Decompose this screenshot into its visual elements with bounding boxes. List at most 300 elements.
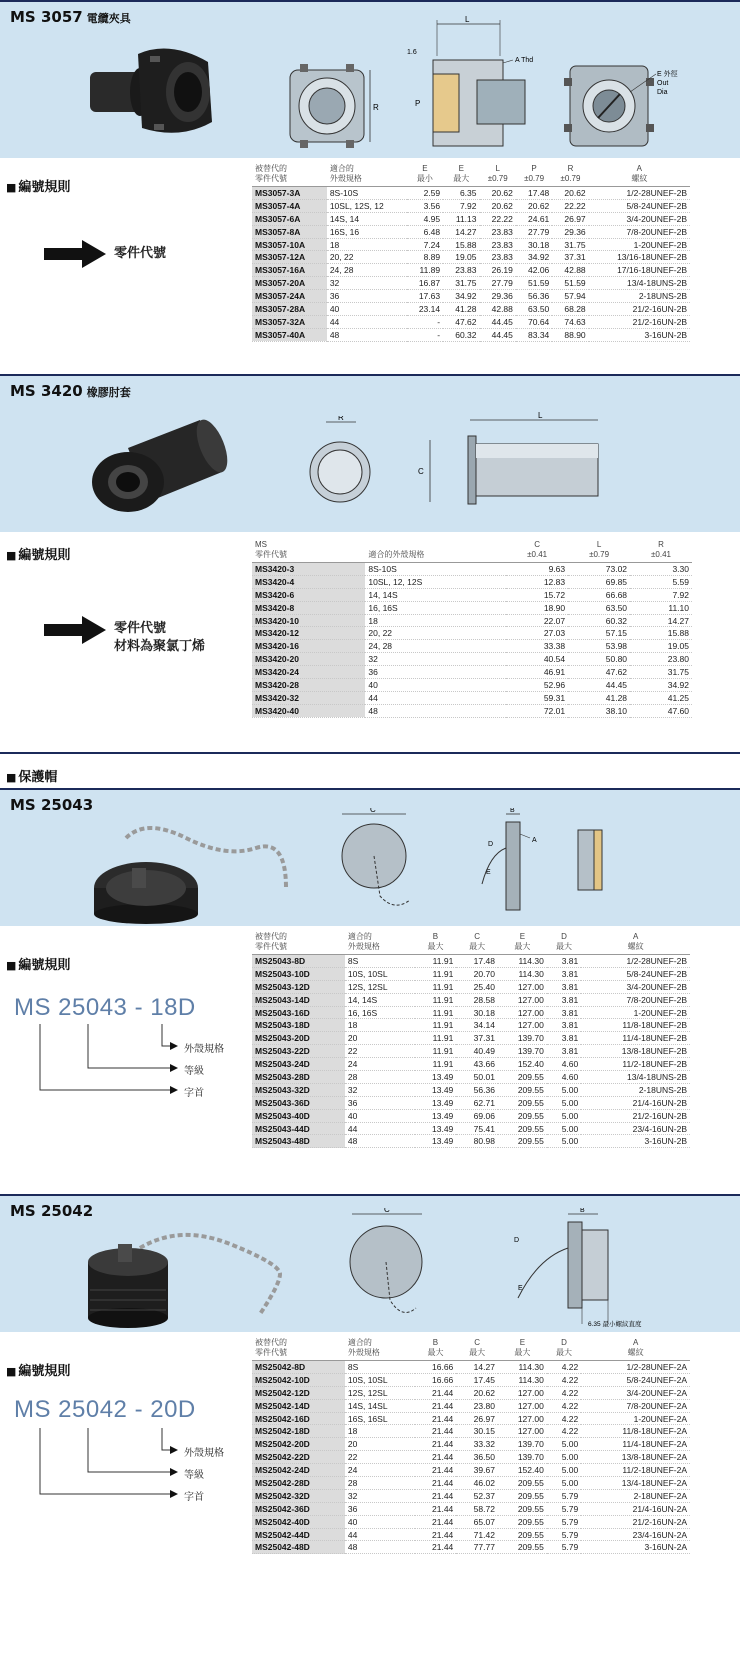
- ms25043-big-part-number: MS 25043 - 18D: [14, 994, 196, 1021]
- table-cell: 43.66: [456, 1058, 498, 1071]
- table-cell: 114.30: [498, 967, 547, 980]
- table-cell: 13/16-18UNEF-2B: [589, 251, 690, 264]
- table-cell: 23.83: [480, 225, 516, 238]
- table-cell: 3/4-20UNEF-2B: [581, 980, 690, 993]
- part-number-cell: MS3057-32A: [252, 315, 327, 328]
- ms25042-header-band: [0, 1194, 740, 1332]
- part-number-cell: MS3420-28: [252, 679, 365, 692]
- svg-text:E: E: [486, 869, 491, 876]
- table-cell: 4.22: [547, 1373, 581, 1386]
- part-number-cell: MS25043-10D: [252, 967, 345, 980]
- ms3057-part-code-label: 零件代號: [114, 246, 167, 261]
- table-cell: 3.30: [630, 563, 692, 576]
- svg-text:E: E: [518, 1285, 523, 1292]
- table-cell: 60.32: [568, 614, 630, 627]
- table-row: [252, 967, 690, 980]
- table-cell: 46.02: [456, 1477, 498, 1490]
- svg-text:C: C: [370, 808, 376, 814]
- table-cell: 11.91: [415, 955, 457, 968]
- ms25042-tree-shell-size: 外殼規格: [184, 1448, 224, 1459]
- table-cell: 62.71: [456, 1096, 498, 1109]
- table-cell: 3.81: [547, 967, 581, 980]
- table-cell: 23.83: [443, 264, 479, 277]
- table-cell: 13/4-18UNS-2B: [581, 1071, 690, 1084]
- table-cell: 40: [345, 1515, 415, 1528]
- table-cell: 114.30: [498, 1373, 547, 1386]
- table-cell: 34.92: [630, 679, 692, 692]
- table-cell: 5.59: [630, 575, 692, 588]
- table-row: [252, 653, 692, 666]
- table-cell: 40: [327, 303, 407, 316]
- table-cell: 66.68: [568, 588, 630, 601]
- table-cell: 69.06: [456, 1109, 498, 1122]
- column-header: 適合的外殼規格: [365, 538, 506, 563]
- table-cell: 4.95: [407, 212, 443, 225]
- ms25042-title: MS 25042: [10, 1202, 94, 1220]
- table-cell: 13.49: [415, 1109, 457, 1122]
- table-row: [252, 1386, 690, 1399]
- part-number-cell: MS25043-48D: [252, 1135, 345, 1148]
- table-cell: 1/2-28UNEF-2B: [581, 955, 690, 968]
- table-row: [252, 1032, 690, 1045]
- table-cell: 33.38: [506, 640, 568, 653]
- table-cell: 127.00: [498, 1019, 547, 1032]
- table-cell: 33.32: [456, 1438, 498, 1451]
- part-number-cell: MS3420-12: [252, 627, 365, 640]
- table-cell: 9.63: [506, 563, 568, 576]
- table-cell: 17.63: [407, 290, 443, 303]
- table-cell: 42.88: [552, 264, 588, 277]
- table-cell: 1/2-28UNEF-2B: [589, 187, 690, 200]
- table-cell: 5.00: [547, 1464, 581, 1477]
- table-cell: 83.34: [516, 328, 552, 341]
- table-cell: 23.83: [480, 251, 516, 264]
- table-cell: 209.55: [498, 1135, 547, 1148]
- table-cell: 3.81: [547, 980, 581, 993]
- table-row: [252, 264, 690, 277]
- table-cell: 13/8-18UNEF-2B: [581, 1045, 690, 1058]
- svg-text:Out: Out: [657, 80, 669, 87]
- ms25042-big-part-number: MS 25042 - 20D: [14, 1396, 196, 1423]
- table-cell: 5.00: [547, 1109, 581, 1122]
- table-cell: 21.44: [415, 1541, 457, 1554]
- table-cell: 17.45: [456, 1373, 498, 1386]
- table-cell: 5/8-24UNEF-2B: [581, 967, 690, 980]
- part-number-cell: MS3057-8A: [252, 225, 327, 238]
- table-cell: 5.00: [547, 1122, 581, 1135]
- table-cell: 26.19: [480, 264, 516, 277]
- table-cell: 37.31: [456, 1032, 498, 1045]
- table-cell: 34.92: [516, 251, 552, 264]
- table-cell: 44.45: [480, 328, 516, 341]
- table-cell: 32: [327, 277, 407, 290]
- table-cell: 21.44: [415, 1515, 457, 1528]
- table-cell: 5.79: [547, 1541, 581, 1554]
- table-cell: 20: [345, 1032, 415, 1045]
- table-cell: 77.77: [456, 1541, 498, 1554]
- part-number-cell: MS25042-14D: [252, 1399, 345, 1412]
- table-cell: 60.32: [443, 328, 479, 341]
- ms3420-divider: [0, 752, 740, 754]
- table-cell: 4.22: [547, 1399, 581, 1412]
- table-cell: 7/8-20UNEF-2B: [581, 993, 690, 1006]
- table-cell: 18: [365, 614, 506, 627]
- table-cell: 14.27: [443, 225, 479, 238]
- table-cell: 8S: [345, 955, 415, 968]
- table-cell: 11.10: [630, 601, 692, 614]
- table-cell: 22: [345, 1451, 415, 1464]
- table-cell: 12S, 12SL: [345, 1386, 415, 1399]
- table-cell: 73.02: [568, 563, 630, 576]
- table-row: [252, 1451, 690, 1464]
- table-cell: 22.07: [506, 614, 568, 627]
- table-cell: 11/2-18UNEF-2A: [581, 1464, 690, 1477]
- part-number-cell: MS25042-24D: [252, 1464, 345, 1477]
- svg-text:B: B: [510, 808, 515, 814]
- table-cell: 11.91: [415, 1019, 457, 1032]
- column-header: E 最小: [407, 162, 443, 187]
- table-cell: 3-16UN-2B: [589, 328, 690, 341]
- svg-text:R: R: [338, 416, 344, 422]
- table-row: [252, 303, 690, 316]
- table-row: [252, 1464, 690, 1477]
- column-header: L ±0.79: [480, 162, 516, 187]
- table-cell: 20.62: [516, 199, 552, 212]
- table-cell: 28: [345, 1477, 415, 1490]
- part-number-cell: MS25043-16D: [252, 1006, 345, 1019]
- table-cell: 15.72: [506, 588, 568, 601]
- table-cell: 209.55: [498, 1502, 547, 1515]
- ms25043-spec-table: [252, 930, 690, 1148]
- table-cell: 32: [345, 1489, 415, 1502]
- part-number-cell: MS25042-22D: [252, 1451, 345, 1464]
- column-header: B 最大: [415, 1336, 457, 1361]
- part-number-cell: MS25043-12D: [252, 980, 345, 993]
- table-row: [252, 212, 690, 225]
- table-cell: 19.05: [630, 640, 692, 653]
- table-cell: 11/2-18UNEF-2B: [581, 1058, 690, 1071]
- table-cell: 21/4-16UN-2A: [581, 1502, 690, 1515]
- table-row: [252, 588, 692, 601]
- part-number-cell: MS3057-3A: [252, 187, 327, 200]
- table-row: [252, 1528, 690, 1541]
- ms25043-section-diagram: [572, 826, 612, 896]
- table-row: [252, 627, 692, 640]
- table-cell: 127.00: [498, 1006, 547, 1019]
- table-cell: 11/8-18UNEF-2A: [581, 1425, 690, 1438]
- table-row: [252, 640, 692, 653]
- table-cell: 23/4-16UN-2A: [581, 1528, 690, 1541]
- column-header: 被替代的 零件代號: [252, 1336, 345, 1361]
- table-row: [252, 1412, 690, 1425]
- table-cell: 7.24: [407, 238, 443, 251]
- table-cell: 18: [327, 238, 407, 251]
- table-cell: 5.00: [547, 1451, 581, 1464]
- table-row: [252, 277, 690, 290]
- table-cell: 11.91: [415, 1045, 457, 1058]
- table-row: [252, 1502, 690, 1515]
- svg-text:6.35 最小螺紋直度: 6.35 最小螺紋直度: [588, 1321, 642, 1328]
- table-cell: 88.90: [552, 328, 588, 341]
- column-header: B 最大: [415, 930, 457, 955]
- table-cell: 46.91: [506, 666, 568, 679]
- part-number-cell: MS25042-36D: [252, 1502, 345, 1515]
- table-cell: 139.70: [498, 1451, 547, 1464]
- table-cell: 5/8-24UNEF-2B: [589, 199, 690, 212]
- table-cell: 209.55: [498, 1083, 547, 1096]
- svg-text:R: R: [373, 103, 379, 112]
- table-cell: 47.62: [443, 315, 479, 328]
- table-row: [252, 691, 692, 704]
- ms3057-title: MS 3057 電纜夾具: [10, 8, 131, 26]
- table-cell: 22: [345, 1045, 415, 1058]
- table-cell: 11.89: [407, 264, 443, 277]
- part-number-cell: MS3420-20: [252, 653, 365, 666]
- part-number-cell: MS3420-8: [252, 601, 365, 614]
- part-number-cell: MS25042-40D: [252, 1515, 345, 1528]
- ms3420-arrow-icon: [44, 616, 106, 644]
- table-row: [252, 575, 692, 588]
- column-header: 被替代的 零件代號: [252, 930, 345, 955]
- column-header: D 最大: [547, 930, 581, 955]
- table-cell: 1-20UNEF-2B: [589, 238, 690, 251]
- table-cell: 114.30: [498, 955, 547, 968]
- part-number-cell: MS25043-24D: [252, 1058, 345, 1071]
- table-cell: 31.75: [552, 238, 588, 251]
- table-cell: 5.79: [547, 1528, 581, 1541]
- table-row: [252, 1425, 690, 1438]
- table-cell: 11/8-18UNEF-2B: [581, 1019, 690, 1032]
- table-cell: 4.22: [547, 1412, 581, 1425]
- column-header: 適合的 外殼規格: [345, 1336, 415, 1361]
- table-cell: 2-18UNS-2B: [589, 290, 690, 303]
- table-row: [252, 1135, 690, 1148]
- table-cell: 5.00: [547, 1477, 581, 1490]
- svg-text:L: L: [538, 412, 543, 420]
- part-number-cell: MS25042-8D: [252, 1361, 345, 1374]
- table-cell: 209.55: [498, 1071, 547, 1084]
- table-cell: 14, 14S: [345, 993, 415, 1006]
- table-cell: 68.28: [552, 303, 588, 316]
- table-cell: 29.36: [480, 290, 516, 303]
- table-row: [252, 1477, 690, 1490]
- table-cell: 58.72: [456, 1502, 498, 1515]
- table-cell: -: [407, 328, 443, 341]
- table-cell: 48: [327, 328, 407, 341]
- part-number-cell: MS3057-4A: [252, 199, 327, 212]
- table-cell: 11/4-18UNEF-2B: [581, 1032, 690, 1045]
- table-cell: 31.75: [630, 666, 692, 679]
- ms3420-numbering-label: ■ 編號規則: [6, 544, 70, 563]
- table-cell: 21.44: [415, 1386, 457, 1399]
- table-cell: 13.49: [415, 1096, 457, 1109]
- table-cell: 47.62: [568, 666, 630, 679]
- table-cell: 16.87: [407, 277, 443, 290]
- table-cell: 3.81: [547, 1006, 581, 1019]
- ms3057-numbering-label: ■ 編號規則: [6, 176, 70, 195]
- part-number-cell: MS25042-48D: [252, 1541, 345, 1554]
- table-cell: 21.44: [415, 1464, 457, 1477]
- table-row: [252, 563, 692, 576]
- table-cell: 24: [345, 1058, 415, 1071]
- table-cell: 50.01: [456, 1071, 498, 1084]
- table-cell: 4.60: [547, 1058, 581, 1071]
- part-number-cell: MS3420-10: [252, 614, 365, 627]
- column-header: R ±0.41: [630, 538, 692, 563]
- table-row: [252, 1541, 690, 1554]
- ms3057-side-view-diagram: [405, 16, 555, 156]
- ms25042-side-view-diagram: [488, 1208, 678, 1332]
- table-cell: 51.59: [516, 277, 552, 290]
- part-number-cell: MS25043-40D: [252, 1109, 345, 1122]
- table-cell: 127.00: [498, 1399, 547, 1412]
- ms3420-end-view-diagram: [300, 416, 380, 516]
- svg-text:L: L: [465, 16, 470, 24]
- table-row: [252, 955, 690, 968]
- table-cell: 30.15: [456, 1425, 498, 1438]
- table-cell: 17.48: [516, 187, 552, 200]
- table-row: [252, 1019, 690, 1032]
- svg-text:D: D: [488, 841, 494, 848]
- svg-text:D: D: [514, 1237, 520, 1244]
- table-cell: 48: [365, 704, 506, 717]
- part-number-cell: MS3420-40: [252, 704, 365, 717]
- table-cell: 13/4-18UNEF-2A: [581, 1477, 690, 1490]
- table-cell: 127.00: [498, 1412, 547, 1425]
- part-number-cell: MS25042-18D: [252, 1425, 345, 1438]
- table-row: [252, 1489, 690, 1502]
- ms3057-spec-table: [252, 162, 690, 342]
- table-cell: 18.90: [506, 601, 568, 614]
- table-cell: 25.40: [456, 980, 498, 993]
- table-cell: 16S, 16SL: [345, 1412, 415, 1425]
- table-row: [252, 187, 690, 200]
- svg-text:Dia: Dia: [657, 89, 668, 96]
- ms25043-photo: [86, 808, 296, 926]
- table-cell: -: [407, 315, 443, 328]
- svg-text:P: P: [415, 99, 421, 108]
- ms3420-header-band: [0, 376, 740, 532]
- table-cell: 36: [327, 290, 407, 303]
- table-cell: 13.49: [415, 1071, 457, 1084]
- table-cell: 74.63: [552, 315, 588, 328]
- table-cell: 42.88: [480, 303, 516, 316]
- column-header: P ±0.79: [516, 162, 552, 187]
- table-cell: 36.50: [456, 1451, 498, 1464]
- table-cell: 10SL, 12S, 12: [327, 199, 407, 212]
- table-cell: 20.62: [552, 187, 588, 200]
- table-cell: 13/8-18UNEF-2A: [581, 1451, 690, 1464]
- part-number-cell: MS3057-20A: [252, 277, 327, 290]
- table-cell: 75.41: [456, 1122, 498, 1135]
- table-cell: 38.10: [568, 704, 630, 717]
- table-cell: 42.06: [516, 264, 552, 277]
- table-cell: 16, 16S: [365, 601, 506, 614]
- table-cell: 3.81: [547, 1032, 581, 1045]
- table-cell: 17/16-18UNEF-2B: [589, 264, 690, 277]
- table-row: [252, 1361, 690, 1374]
- table-cell: 21/2-16UN-2B: [589, 303, 690, 316]
- table-cell: 16.66: [415, 1373, 457, 1386]
- table-row: [252, 1438, 690, 1451]
- table-row: [252, 704, 692, 717]
- column-header: C 最大: [456, 1336, 498, 1361]
- table-cell: 32: [365, 653, 506, 666]
- ms25043-tree-class: 等級: [184, 1066, 204, 1077]
- table-cell: 139.70: [498, 1045, 547, 1058]
- table-cell: 11/4-18UNEF-2A: [581, 1438, 690, 1451]
- table-cell: 21.44: [415, 1477, 457, 1490]
- table-cell: 18: [345, 1019, 415, 1032]
- table-cell: 24.61: [516, 212, 552, 225]
- svg-text:E 外徑: E 外徑: [657, 71, 678, 78]
- svg-text:B: B: [580, 1208, 585, 1214]
- table-cell: 22.22: [480, 212, 516, 225]
- table-cell: 57.94: [552, 290, 588, 303]
- table-cell: 27.03: [506, 627, 568, 640]
- table-cell: 21.44: [415, 1412, 457, 1425]
- ms25043-tree-lines: [30, 1020, 180, 1100]
- table-cell: 127.00: [498, 1386, 547, 1399]
- table-cell: 4.60: [547, 1071, 581, 1084]
- table-cell: 18: [345, 1425, 415, 1438]
- table-cell: 13.49: [415, 1135, 457, 1148]
- table-cell: 24, 28: [327, 264, 407, 277]
- column-header: E 最大: [498, 1336, 547, 1361]
- table-cell: 7.92: [443, 199, 479, 212]
- table-cell: 8S: [345, 1361, 415, 1374]
- ms3420-part-code-label: 零件代號: [114, 621, 167, 636]
- part-number-cell: MS3057-12A: [252, 251, 327, 264]
- part-number-cell: MS3057-40A: [252, 328, 327, 341]
- table-cell: 209.55: [498, 1515, 547, 1528]
- table-cell: 8.89: [407, 251, 443, 264]
- column-header: L ±0.79: [568, 538, 630, 563]
- table-cell: 24: [345, 1464, 415, 1477]
- table-cell: 209.55: [498, 1541, 547, 1554]
- table-cell: 2-18UNS-2B: [581, 1083, 690, 1096]
- table-cell: 48: [345, 1135, 415, 1148]
- table-cell: 5.79: [547, 1502, 581, 1515]
- table-cell: 23.80: [630, 653, 692, 666]
- table-cell: 34.14: [456, 1019, 498, 1032]
- table-row: [252, 1083, 690, 1096]
- table-cell: 20.62: [480, 187, 516, 200]
- table-cell: 2-18UNEF-2A: [581, 1489, 690, 1502]
- table-cell: 152.40: [498, 1058, 547, 1071]
- svg-text:A: A: [532, 837, 537, 844]
- table-cell: 40.54: [506, 653, 568, 666]
- table-cell: 13.49: [415, 1122, 457, 1135]
- table-row: [252, 614, 692, 627]
- table-cell: 3.81: [547, 1045, 581, 1058]
- ms25042-spec-table: [252, 1336, 690, 1554]
- part-number-cell: MS3057-28A: [252, 303, 327, 316]
- part-number-cell: MS3057-10A: [252, 238, 327, 251]
- table-cell: 80.98: [456, 1135, 498, 1148]
- part-number-cell: MS3420-4: [252, 575, 365, 588]
- table-cell: 36: [345, 1502, 415, 1515]
- table-cell: 209.55: [498, 1528, 547, 1541]
- table-row: [252, 1071, 690, 1084]
- table-row: [252, 1399, 690, 1412]
- table-cell: 39.67: [456, 1464, 498, 1477]
- part-number-cell: MS25042-28D: [252, 1477, 345, 1490]
- ms25043-numbering-label: ■ 編號規則: [6, 954, 70, 973]
- part-number-cell: MS25043-36D: [252, 1096, 345, 1109]
- table-cell: 20, 22: [327, 251, 407, 264]
- table-cell: 21.44: [415, 1528, 457, 1541]
